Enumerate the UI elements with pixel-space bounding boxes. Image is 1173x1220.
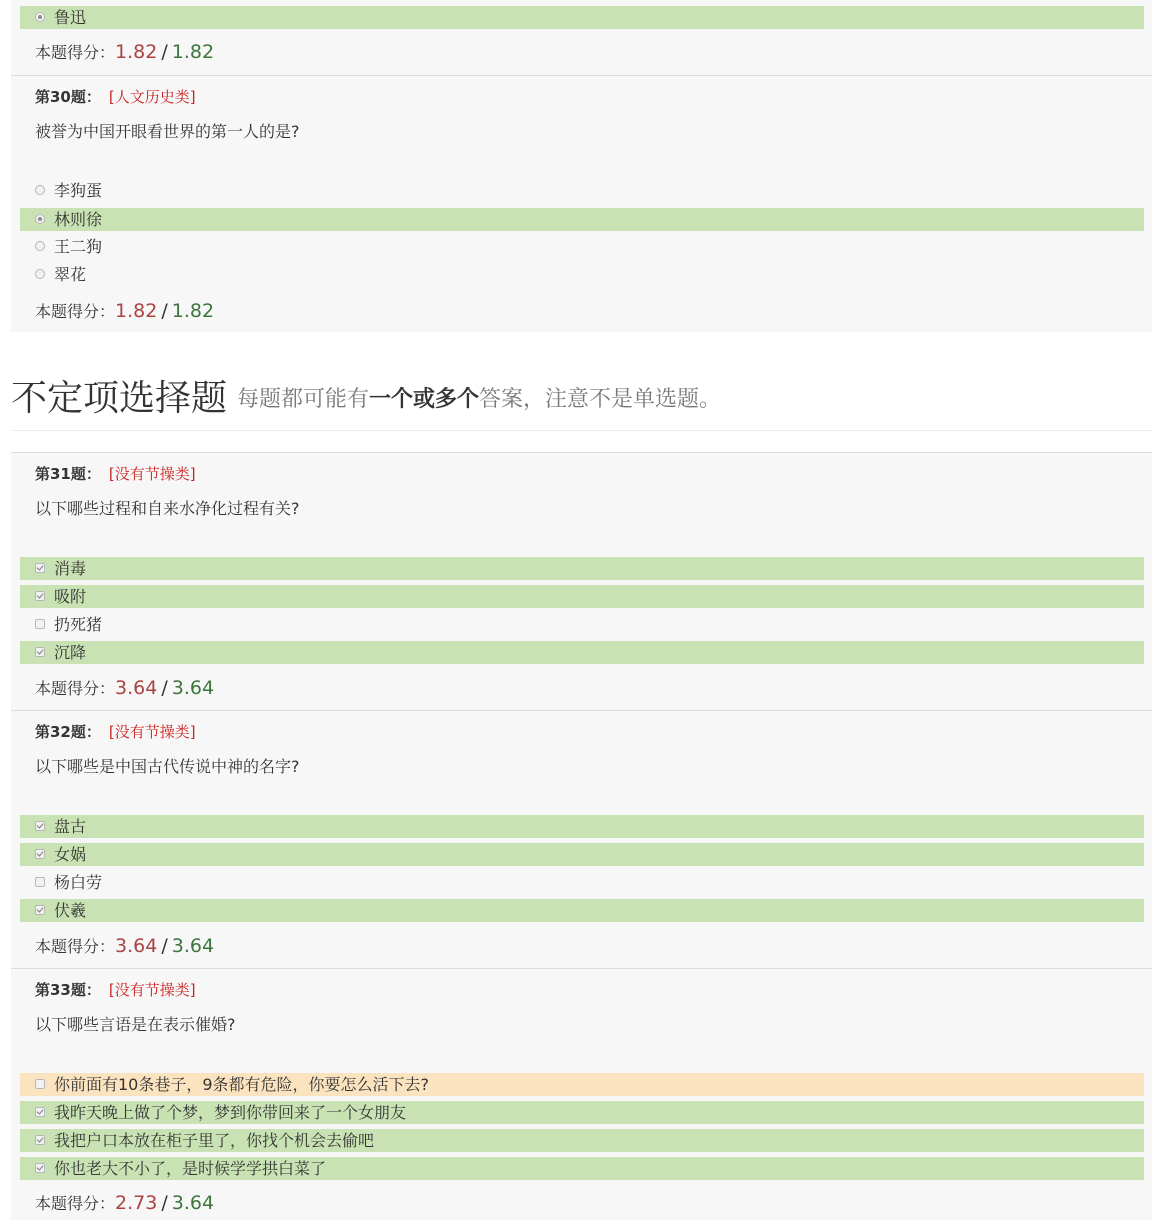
option-label: 鲁迅: [54, 8, 87, 27]
option-xifu[interactable]: [20, 585, 1144, 608]
radio-icon[interactable]: [35, 185, 45, 195]
option-label: 我昨天晚上做了个梦，梦到你带回来了一个女朋友: [54, 1103, 407, 1122]
score-label: 本题得分：: [35, 679, 116, 698]
option-label: 王二狗: [54, 237, 103, 256]
question-number: 第33题：: [35, 981, 101, 999]
question-number: 第31题：: [35, 465, 101, 483]
question-text: 以下哪些过程和自来水净化过程有关?: [35, 499, 300, 518]
score-got: 1.82: [115, 41, 158, 63]
option-fuxi[interactable]: [20, 899, 1144, 922]
score-total: 3.64: [171, 1192, 215, 1214]
option-pangu[interactable]: [20, 815, 1144, 838]
option-label: 林则徐: [54, 210, 103, 229]
option-dream-girlfriend[interactable]: [20, 1101, 1144, 1124]
option-label: 盘古: [54, 817, 87, 836]
option-label: 消毒: [54, 559, 87, 578]
option-chenjiang[interactable]: [20, 641, 1144, 664]
question-31: [11, 452, 1152, 711]
score-label: 本题得分：: [35, 937, 116, 956]
option-hukou-book[interactable]: [20, 1129, 1144, 1152]
question-score: 本题得分：3.64 / 3.64: [35, 677, 215, 699]
section-header: [11, 368, 1152, 431]
section-subtitle-bold: 一个或多个: [369, 387, 480, 412]
option-label: 扔死猪: [54, 615, 103, 634]
radio-selected-icon[interactable]: [35, 214, 45, 224]
question-33: [11, 968, 1152, 1220]
option-wangergou[interactable]: [20, 235, 1144, 258]
option-alley-question[interactable]: [20, 1073, 1144, 1096]
option-label: 伏羲: [54, 901, 87, 920]
question-title: [35, 86, 196, 107]
question-score: 本题得分：1.82 / 1.82: [35, 41, 215, 63]
question-category: [没有节操类]: [108, 723, 196, 741]
option-xiaodu[interactable]: [20, 557, 1144, 580]
checkbox-checked-icon[interactable]: [35, 849, 45, 859]
question-category: [人文历史类]: [108, 88, 196, 106]
option-label: 翠花: [54, 265, 87, 284]
score-got: 3.64: [115, 935, 158, 957]
question-score: 本题得分：3.64 / 3.64: [35, 935, 215, 957]
radio-icon[interactable]: [35, 241, 45, 251]
score-got: 1.82: [115, 300, 158, 322]
option-rengsizhu[interactable]: [20, 613, 1144, 636]
checkbox-checked-icon[interactable]: [35, 821, 45, 831]
question-text: 以下哪些言语是在表示催婚?: [35, 1015, 236, 1034]
option-luxun[interactable]: [20, 6, 1144, 29]
score-label: 本题得分：: [35, 1194, 116, 1213]
checkbox-checked-icon[interactable]: [35, 647, 45, 657]
score-got: 2.73: [115, 1192, 158, 1214]
question-title: [35, 721, 196, 742]
question-29: [11, 0, 1152, 75]
option-label: 女娲: [54, 845, 87, 864]
option-label: 你前面有10条巷子，9条都有危险，你要怎么活下去?: [54, 1075, 430, 1094]
option-cabbage[interactable]: [20, 1157, 1144, 1180]
question-score: 本题得分：1.82 / 1.82: [35, 300, 215, 322]
score-label: 本题得分：: [35, 302, 116, 321]
option-label: 吸附: [54, 587, 87, 606]
checkbox-checked-icon[interactable]: [35, 1107, 45, 1117]
score-total: 3.64: [171, 677, 215, 699]
section-title: 不定项选择题: [11, 378, 228, 419]
option-linzexu[interactable]: [20, 208, 1144, 231]
score-label: 本题得分：: [35, 43, 116, 62]
checkbox-icon[interactable]: [35, 1079, 45, 1089]
question-30: [11, 75, 1152, 332]
option-label: 我把户口本放在柜子里了，你找个机会去偷吧: [54, 1131, 375, 1150]
score-total: 1.82: [171, 41, 215, 63]
question-text: 被誉为中国开眼看世界的第一人的是?: [35, 122, 300, 141]
option-label: 沉降: [54, 643, 87, 662]
option-label: 李狗蛋: [54, 181, 103, 200]
option-nvwa[interactable]: [20, 843, 1144, 866]
option-label: 你也老大不小了，是时候学学拱白菜了: [54, 1159, 327, 1178]
option-label: 杨白劳: [54, 873, 103, 892]
checkbox-checked-icon[interactable]: [35, 563, 45, 573]
section-subtitle: [237, 382, 721, 413]
checkbox-checked-icon[interactable]: [35, 1135, 45, 1145]
radio-icon[interactable]: [35, 269, 45, 279]
question-category: [没有节操类]: [108, 981, 196, 999]
section-subtitle-post: 答案，注意不是单选题。: [479, 387, 722, 412]
checkbox-icon[interactable]: [35, 877, 45, 887]
checkbox-icon[interactable]: [35, 619, 45, 629]
score-got: 3.64: [115, 677, 158, 699]
question-number: 第30题：: [35, 88, 101, 106]
radio-selected-icon[interactable]: [35, 12, 45, 22]
question-category: [没有节操类]: [108, 465, 196, 483]
option-ligoudan[interactable]: [20, 179, 1144, 202]
question-title: [35, 463, 196, 484]
option-yangbailao[interactable]: [20, 871, 1144, 894]
checkbox-checked-icon[interactable]: [35, 1163, 45, 1173]
section-subtitle-pre: 每题都可能有: [237, 387, 370, 412]
checkbox-checked-icon[interactable]: [35, 905, 45, 915]
score-total: 3.64: [171, 935, 215, 957]
question-number: 第32题：: [35, 723, 101, 741]
question-title: [35, 979, 196, 1000]
option-cuihua[interactable]: [20, 263, 1144, 286]
checkbox-checked-icon[interactable]: [35, 591, 45, 601]
score-total: 1.82: [171, 300, 215, 322]
question-text: 以下哪些是中国古代传说中神的名字?: [35, 757, 300, 776]
question-32: [11, 710, 1152, 969]
question-score: 本题得分：2.73 / 3.64: [35, 1192, 215, 1214]
